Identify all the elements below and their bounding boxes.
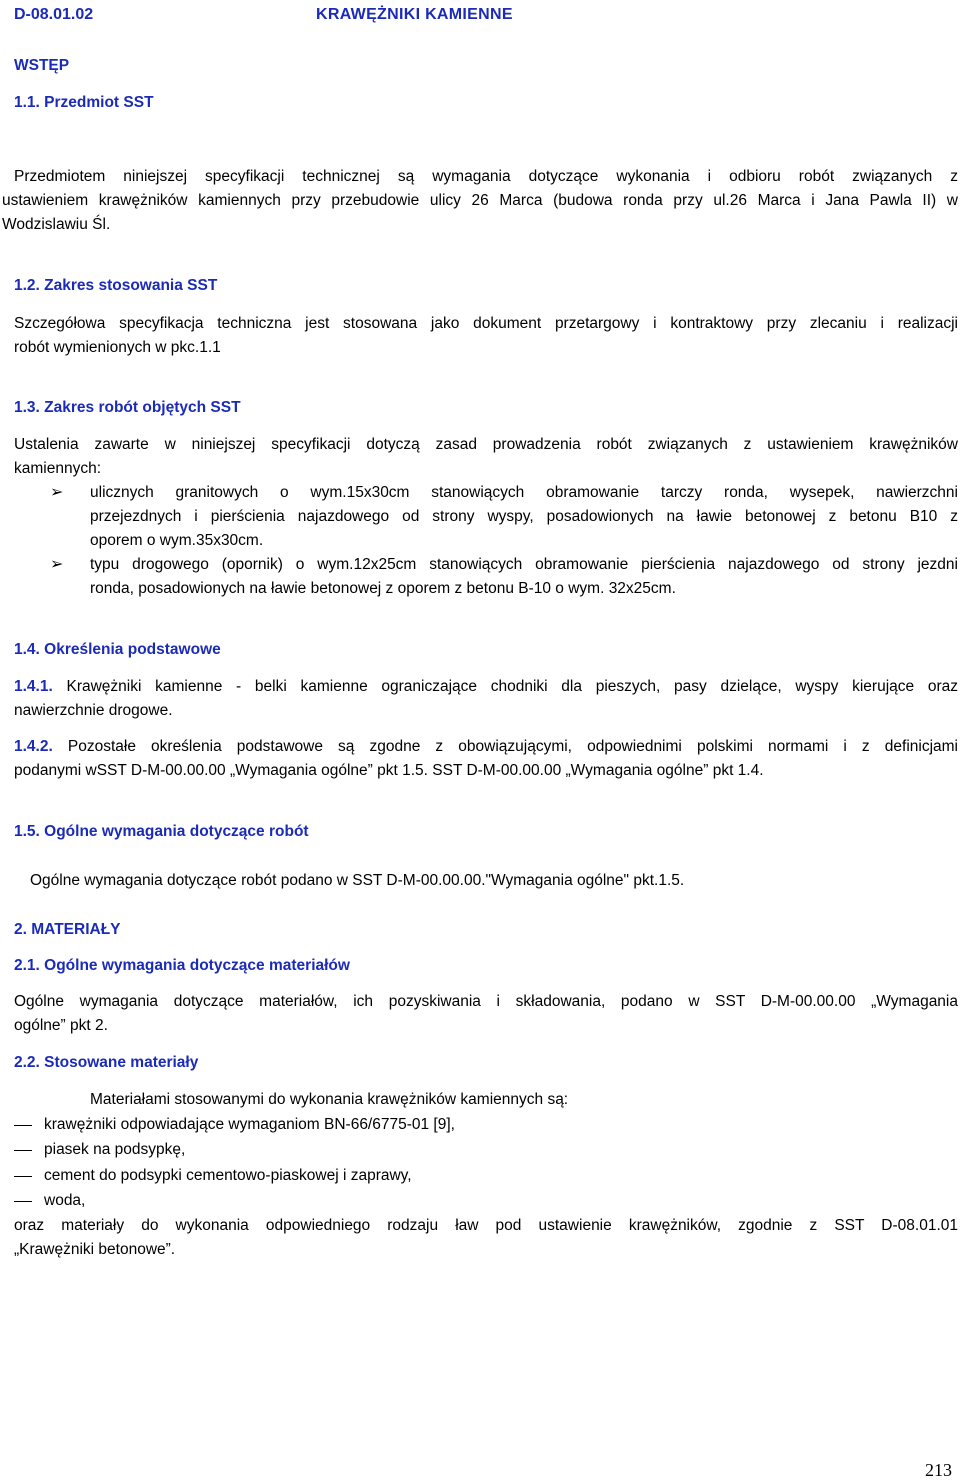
definition-number: 1.4.2. (14, 738, 53, 755)
paragraph-line: Przedmiotem niniejszej specyfikacji technicznej są wymagania dotyczące wykonania i odbioru robót związanych z (14, 168, 958, 185)
spec-title: KRAWĘŻNIKI KAMIENNE (316, 6, 513, 23)
list-item: woda, (44, 1192, 86, 1209)
bullet-line: ulicznych granitowych o wym.15x30cm stanowiących obramowanie tarczy ronda, wysepek, nawierzchni (90, 484, 958, 501)
section-1-2-heading: 1.2. Zakres stosowania SST (14, 277, 218, 294)
paragraph-line: Ustalenia zawarte w niniejszej specyfikacji dotyczą zasad prowadzenia robót związanych z ustawieniem krawężników (14, 436, 958, 453)
paragraph-line: Ogólne wymagania dotyczące robót podano w SST D-M-00.00.00."Wymagania ogólne" pkt.1.5. (30, 872, 685, 889)
section-intro-heading: WSTĘP (14, 57, 70, 74)
page-number: 213 (925, 1460, 952, 1480)
paragraph-line: ustawieniem krawężników kamiennych przy przebudowie ulicy 26 Marca (budowa ronda przy ul.26 Marca i Jana Pawla II) w (2, 192, 958, 209)
section-2-2-heading: 2.2. Stosowane materiały (14, 1054, 199, 1071)
arrow-bullet-icon: ➢ (50, 556, 64, 573)
section-1-4-heading: 1.4. Określenia podstawowe (14, 641, 221, 658)
definition-line (14, 675, 958, 699)
paragraph-line: podanymi wSST D-M-00.00.00 „Wymagania ogólne” pkt 1.5. SST D-M-00.00.00 „Wymagania ogólne” pkt 1.4. (14, 762, 764, 779)
section-1-3-heading: 1.3. Zakres robót objętych SST (14, 399, 241, 416)
paragraph-line: ogólne” pkt 2. (14, 1017, 108, 1034)
list-item: cement do podsypki cementowo-piaskowej i zaprawy, (44, 1167, 412, 1184)
paragraph-line: robót wymienionych w pkc.1.1 (14, 339, 221, 356)
paragraph-line: nawierzchnie drogowe. (14, 702, 173, 719)
list-item: krawężniki odpowiadające wymaganiom BN-66/6775-01 [9], (44, 1116, 455, 1133)
section-2-heading: 2. MATERIAŁY (14, 921, 121, 938)
bullet-line: ronda, posadowionych na ławie betonowej z oporem z betonu B-10 o wym. 32x25cm. (90, 580, 676, 597)
section-2-1-heading: 2.1. Ogólne wymagania dotyczące materiałów (14, 957, 350, 974)
paragraph-line: Materiałami stosowanymi do wykonania krawężników kamiennych są: (90, 1091, 569, 1108)
definition-text: Krawężniki kamienne - belki kamienne ograniczające chodniki dla pieszych, pasy dzielące, wyspy kierujące oraz (66, 678, 958, 695)
bullet-line: oporem o wym.35x30cm. (90, 532, 264, 549)
spec-code: D-08.01.02 (14, 6, 94, 23)
definition-line (14, 735, 958, 759)
list-item: piasek na podsypkę, (44, 1141, 186, 1158)
dash-bullet-icon (14, 1150, 32, 1151)
paragraph-line: Ogólne wymagania dotyczące materiałów, ich pozyskiwania i składowania, podano w SST D-M-00.00.00 „Wymagania (14, 993, 958, 1010)
dash-bullet-icon (14, 1201, 32, 1202)
paragraph-line: „Krawężniki betonowe”. (14, 1241, 176, 1258)
paragraph-line: Szczegółowa specyfikacja techniczna jest stosowana jako dokument przetargowy i kontraktowy przy zlecaniu i realizacji (14, 315, 958, 332)
paragraph-line: oraz materiały do wykonania odpowiedniego rodzaju ław pod ustawienie krawężników, zgodnie z SST D-08.01.01 (14, 1217, 958, 1234)
paragraph-line: Wodzislawiu Śl. (2, 216, 111, 233)
bullet-line: typu drogowego (opornik) o wym.12x25cm stanowiących obramowanie pierścienia najazdowego od strony jezdni (90, 556, 958, 573)
section-1-1-heading: 1.1. Przedmiot SST (14, 94, 154, 111)
definition-text: Pozostałe określenia podstawowe są zgodne z obowiązującymi, odpowiednimi polskimi normami i z definicjami (67, 738, 958, 755)
section-1-5-heading: 1.5. Ogólne wymagania dotyczące robót (14, 823, 309, 840)
dash-bullet-icon (14, 1176, 32, 1177)
definition-number: 1.4.1. (14, 678, 53, 695)
arrow-bullet-icon: ➢ (50, 484, 64, 501)
bullet-line: przejezdnych i pierścienia najazdowego od strony wyspy, posadowionych na ławie betonowej z betonu B10 z (90, 508, 958, 525)
paragraph-line: kamiennych: (14, 460, 102, 477)
dash-bullet-icon (14, 1125, 32, 1126)
